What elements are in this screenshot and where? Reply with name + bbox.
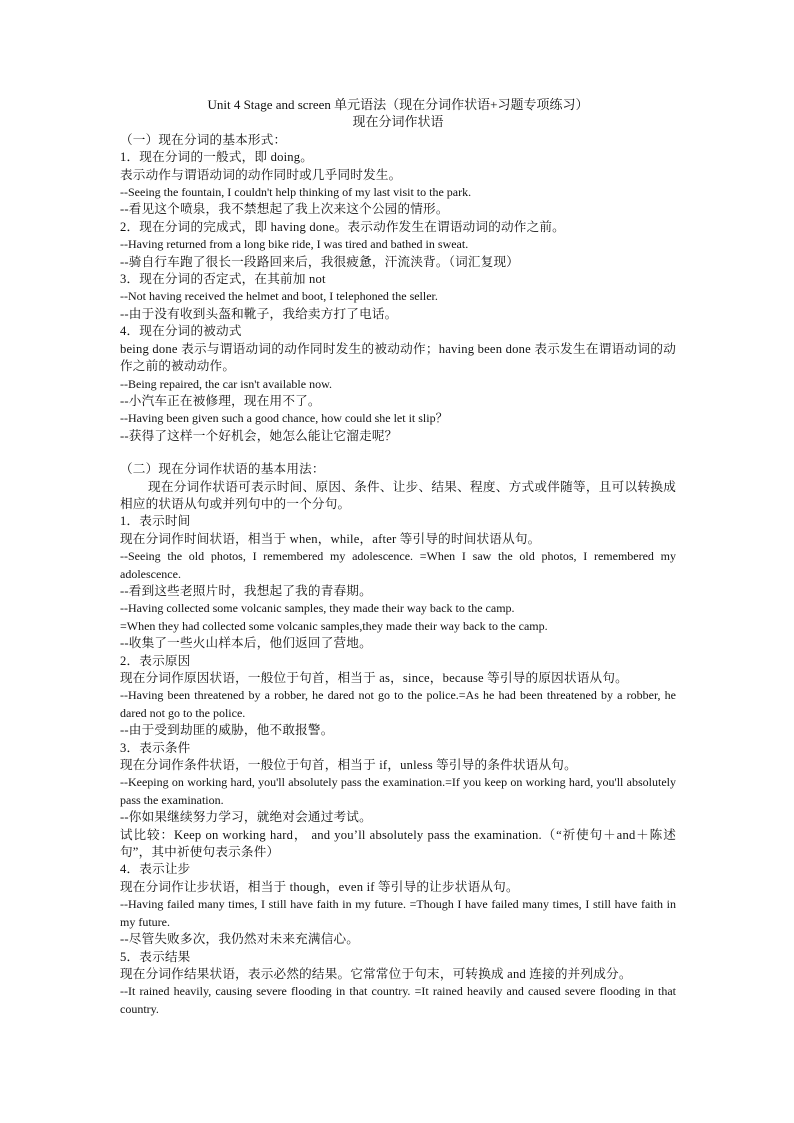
example-en: --Having failed many times, I still have faith in my future. =Though I have failed many times, I still have faith in my future. <box>120 897 676 929</box>
example-zh: --看到这些老照片时，我想起了我的青春期。 <box>120 583 372 598</box>
form-perfect-heading: 2．现在分词的完成式，即 having done。表示动作发生在谓语动词的动作之前。 <box>120 219 565 234</box>
example-en: --Having been threatened by a robber, he dared not go to the police.=As he had been threatened by a robber, he dared not go to the police. <box>120 688 676 720</box>
comparison-note: 试比较：Keep on working hard， and you’ll absolutely pass the examination.（“祈使句＋and＋陈述句”，其中祈使句表示条件） <box>120 827 676 860</box>
example-zh: --收集了一些火山样本后，他们返回了营地。 <box>120 636 372 651</box>
example-en: =When they had collected some volcanic samples,they made their way back to the camp. <box>120 618 548 633</box>
usage-reason-desc: 现在分词作原因状语，一般位于句首，相当于 as，since，because 等引导的原因状语从句。 <box>120 671 628 685</box>
example-zh: --小汽车正在被修理，现在用不了。 <box>120 393 321 408</box>
form-negative-heading: 3．现在分词的否定式，在其前加 not <box>120 272 326 287</box>
section-spacer <box>120 445 676 461</box>
example-en: --Having been given such a good chance, how could she let it slip？ <box>120 411 448 426</box>
example-zh: --尽管失败多次，我仍然对未来充满信心。 <box>120 932 360 947</box>
example-zh: --骑自行车跑了很长一段路回来后，我很疲惫，汗流浃背。（词汇复现） <box>120 254 520 269</box>
document-title: Unit 4 Stage and screen 单元语法（现在分词作状语+习题专项练习） <box>207 97 589 112</box>
example-zh: --看见这个喷泉，我不禁想起了我上次来这个公园的情形。 <box>120 202 449 217</box>
usage-condition-heading: 3．表示条件 <box>120 740 191 755</box>
form-passive-heading: 4．现在分词的被动式 <box>120 324 242 339</box>
usage-result-desc: 现在分词作结果状语，表示必然的结果。它常常位于句末，可转换成 and 连接的并列成分。 <box>120 966 632 981</box>
example-en: --Seeing the old photos, I remembered my adolescence. =When I saw the old photos, I remembered my adolescence. <box>120 549 676 581</box>
document-subtitle: 现在分词作状语 <box>352 114 444 130</box>
usage-time-heading: 1．表示时间 <box>120 514 191 529</box>
section-heading-usage: （二）现在分词作状语的基本用法： <box>120 462 325 477</box>
usage-intro: 现在分词作状语可表示时间、原因、条件、让步、结果、程度、方式或伴随等，且可以转换成相应的状语从句或并列句中的一个分句。 <box>120 479 676 511</box>
usage-concession-heading: 4．表示让步 <box>120 862 191 877</box>
usage-reason-heading: 2．表示原因 <box>120 653 191 668</box>
example-en: --Being repaired, the car isn't available now. <box>120 376 332 391</box>
document-page <box>120 96 676 1018</box>
example-zh: --由于没有收到头盔和靴子，我给卖方打了电话。 <box>120 306 398 321</box>
example-en: --It rained heavily, causing severe flooding in that country. =It rained heavily and caused severe flooding in that country. <box>120 984 676 1016</box>
usage-condition-desc: 现在分词作条件状语，一般位于句首，相当于 if，unless 等引导的条件状语从句。 <box>120 758 577 773</box>
usage-concession-desc: 现在分词作让步状语，相当于 though，even if 等引导的让步状语从句。 <box>120 879 519 894</box>
form-simple-heading: 1．现在分词的一般式，即 doing。 <box>120 150 314 165</box>
example-en: --Having collected some volcanic samples, they made their way back to the camp. <box>120 601 515 616</box>
example-zh: --由于受到劫匪的威胁，他不敢报警。 <box>120 723 334 738</box>
usage-result-heading: 5．表示结果 <box>120 949 191 964</box>
example-en: --Having returned from a long bike ride, I was tired and bathed in sweat. <box>120 237 469 252</box>
form-simple-desc: 表示动作与谓语动词的动作同时或几乎同时发生。 <box>120 167 402 182</box>
example-en: --Not having received the helmet and boot, I telephoned the seller. <box>120 289 438 304</box>
example-en: --Seeing the fountain, I couldn't help thinking of my last visit to the park. <box>120 185 472 200</box>
section-heading-forms: （一）现在分词的基本形式： <box>120 132 287 147</box>
example-en: --Keeping on working hard, you'll absolutely pass the examination.=If you keep on working hard, you'll absolutely pass the examination. <box>120 775 676 807</box>
example-zh: --你如果继续努力学习，就绝对会通过考试。 <box>120 810 372 825</box>
usage-time-desc: 现在分词作时间状语，相当于 when，while，after 等引导的时间状语从句。 <box>120 531 541 546</box>
example-zh: --获得了这样一个好机会，她怎么能让它溜走呢？ <box>120 428 398 443</box>
form-passive-desc: being done 表示与谓语动词的动作同时发生的被动动作；having been done 表示发生在谓语动词的动作之前的被动动作。 <box>120 341 676 374</box>
